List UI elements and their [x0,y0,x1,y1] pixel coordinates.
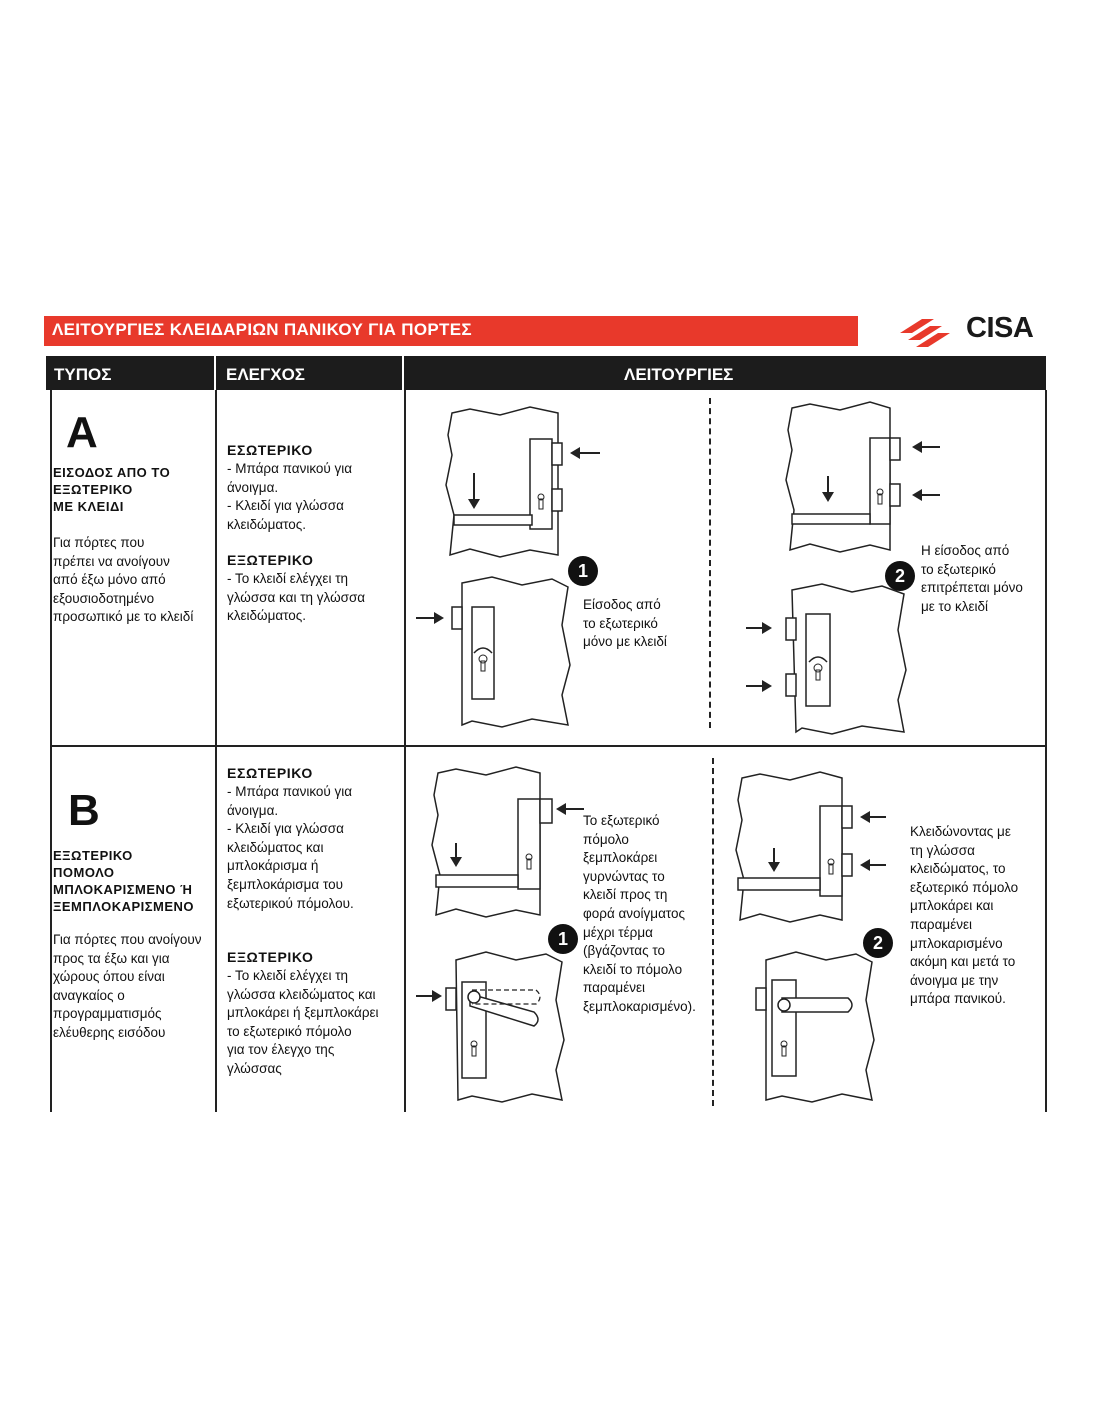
row-a-fn2-text: Η είσοδος από το εξωτερικό επιτρέπεται μόνο με το κλειδί [921,543,1023,614]
row-b-external-text: - Το κλειδί ελέγχει τη γλώσσα κλειδώματος και μπλοκάρει ή ξεμπλοκάρει το εξωτερικό πόμολο για τον έλεγχο της γλώσσας [227,968,379,1076]
row-a-description: Για πόρτες που πρέπει να ανοίγουν από έξω μόνο από εξουσιοδοτημένο προσωπικό με το κλειδί [53,535,194,625]
table-border-right [1045,390,1047,1112]
row-a-external-title: ΕΞΩΤΕΡΙΚΟ [227,552,314,568]
row-b-step-1-badge: 1 [548,924,578,954]
row-a-step-2-badge: 2 [885,561,915,591]
row-b-external-title: ΕΞΩΤΕΡΙΚΟ [227,949,314,965]
function-divider-a [709,398,711,728]
table-divider-2 [404,390,406,1112]
brand-name: CISA [966,312,1034,344]
row-b-fn1-text: Το εξωτερικό πόμολο ξεμπλοκάρει γυρνώντας το κλειδί προς τη φορά ανοίγματος μέχρι τέρμα (βγάζοντας το κλειδί το πόμολο παραμένει ξεμπλοκαρισμένο). [583,813,696,1014]
row-a-subtitle: ΕΙΣΟΔΟΣ ΑΠΟ ΤΟ ΕΞΩΤΕΡΙΚΟ ΜΕ ΚΛΕΙΔΙ [53,465,171,514]
row-a-fn1-inside-illustration [440,405,610,565]
row-a-fn2-outside-illustration [742,580,917,740]
row-a-internal-title: ΕΣΩΤΕΡΙΚΟ [227,442,313,458]
row-b-description: Για πόρτες που ανοίγουν προς τα έξω και για χώρους όπου είναι αναγκαίος ο προγραμματισμός ελέυθερης εισόδου [53,932,202,1040]
row-b-fn2-outside-illustration [742,950,917,1110]
row-a-letter: A [66,408,98,457]
title-banner [44,316,858,346]
table-divider-1 [215,390,217,1112]
header-control-label: ΕΛΕΓΧΟΣ [226,365,305,384]
header-control [216,356,402,390]
row-b-internal-text: - Μπάρα πανικού για άνοιγμα. - Κλειδί για γλώσσα κλειδώματος και μπλοκάρισμα ή ξεμπλοκάρισμα του εξωτερικού πόμολου. [227,784,354,911]
row-b-subtitle: ΕΞΩΤΕΡΙΚΟ ΠΟΜΟΛΟ ΜΠΛΟΚΑΡΙΣΜΕΝΟ Ή ΞΕΜΠΛΟΚΑΡΙΣΜΕΝΟ [53,848,195,914]
row-a-fn1-outside-illustration [412,575,582,735]
header-functions-label: ΛΕΙΤΟΥΡΓΙΕΣ [624,365,734,384]
header-functions [404,356,1046,390]
table-border-left [50,390,52,1112]
row-b-letter: B [68,786,100,835]
row-a-fn1-text: Είσοδος από το εξωτερικό μόνο με κλειδί [583,597,667,650]
row-b-internal-title: ΕΣΩΤΕΡΙΚΟ [227,765,313,781]
row-b-fn1-inside-illustration [426,765,596,925]
row-a-fn2-inside-illustration [780,400,950,560]
row-b-step-2-badge: 2 [863,928,893,958]
row-b-fn2-text: Κλειδώνοντας με τη γλώσσα κλειδώματος, το εξωτερικό πόμολο μπλοκάρει και παραμένει μπλοκαρισμένο ακόμη και μετά το άνοιγμα με την μπάρα πανικού. [910,824,1019,1007]
row-a-external-text: - Το κλειδί ελέγχει τη γλώσσα και τη γλώσσα κλειδώματος. [227,571,366,624]
row-b-fn2-inside-illustration [730,770,900,930]
row-a-step-1-badge: 1 [568,556,598,586]
row-a-internal-text: - Μπάρα πανικού για άνοιγμα. - Κλειδί για γλώσσα κλειδώματος. [227,461,353,532]
row-separator [50,745,1047,747]
function-divider-b [712,758,714,1106]
header-type [46,356,214,390]
row-b-fn1-outside-illustration [412,950,582,1110]
header-type-label: ΤΥΠΟΣ [54,365,112,384]
page-title: ΛΕΙΤΟΥΡΓΙΕΣ ΚΛΕΙΔΑΡΙΩΝ ΠΑΝΙΚΟΥ ΓΙΑ ΠΟΡΤΕΣ [52,320,472,339]
